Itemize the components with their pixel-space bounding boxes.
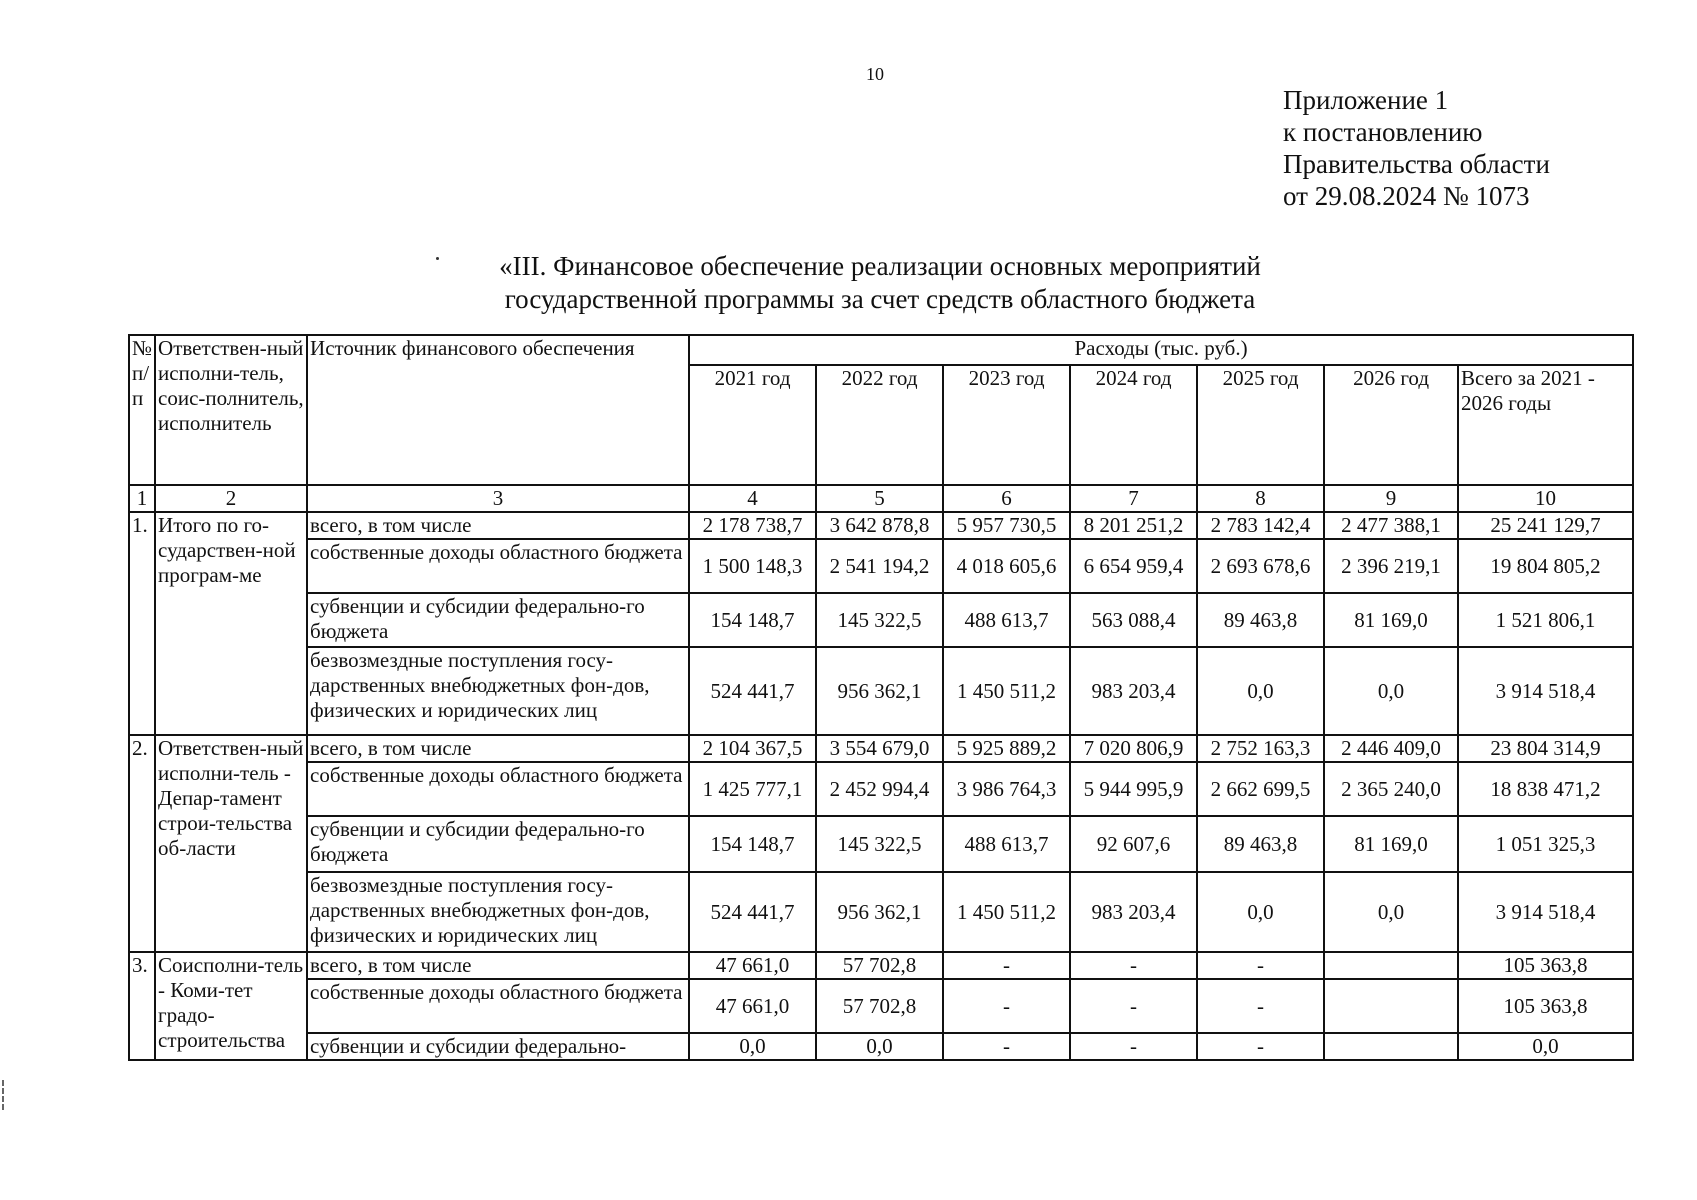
year-value-cell: 3 642 878,8 xyxy=(816,512,943,539)
year-value-cell: 57 702,8 xyxy=(816,979,943,1033)
year-value-cell: 2 477 388,1 xyxy=(1324,512,1458,539)
year-value-cell: 1 450 511,2 xyxy=(943,872,1070,952)
year-value-cell xyxy=(1324,1033,1458,1060)
year-value-cell: 488 613,7 xyxy=(943,593,1070,647)
column-number: 7 xyxy=(1070,485,1197,512)
year-value-cell: - xyxy=(1197,979,1324,1033)
year-value-cell: 0,0 xyxy=(1197,872,1324,952)
table-row xyxy=(129,539,1633,593)
year-value-cell: 956 362,1 xyxy=(816,872,943,952)
year-value-cell: 2 752 163,3 xyxy=(1197,735,1324,762)
appendix-note xyxy=(1283,84,1550,212)
year-value-cell: 0,0 xyxy=(816,1033,943,1060)
table-row xyxy=(129,512,1633,539)
year-value-cell: - xyxy=(1070,979,1197,1033)
header-year: 2024 год xyxy=(1070,365,1197,485)
year-value-cell: 1 450 511,2 xyxy=(943,647,1070,735)
year-value-cell: 145 322,5 xyxy=(816,593,943,647)
header-year: 2023 год xyxy=(943,365,1070,485)
year-value-cell: 524 441,7 xyxy=(689,872,816,952)
total-value-cell: 105 363,8 xyxy=(1458,979,1633,1033)
financing-table xyxy=(128,334,1634,1061)
year-value-cell: 1 425 777,1 xyxy=(689,762,816,816)
year-value-cell: 8 201 251,2 xyxy=(1070,512,1197,539)
year-value-cell: 5 957 730,5 xyxy=(943,512,1070,539)
year-value-cell: 563 088,4 xyxy=(1070,593,1197,647)
column-number: 2 xyxy=(155,485,307,512)
source-cell: всего, в том числе xyxy=(307,735,689,762)
row-number: 2. xyxy=(129,735,155,952)
appendix-line: Правительства области xyxy=(1283,149,1550,179)
appendix-line: от 29.08.2024 № 1073 xyxy=(1283,181,1530,211)
year-value-cell: 154 148,7 xyxy=(689,816,816,872)
year-value-cell: 2 783 142,4 xyxy=(1197,512,1324,539)
year-value-cell: 524 441,7 xyxy=(689,647,816,735)
year-value-cell xyxy=(1324,952,1458,979)
year-value-cell: 145 322,5 xyxy=(816,816,943,872)
year-value-cell: 956 362,1 xyxy=(816,647,943,735)
source-cell: собственные доходы областного бюджета xyxy=(307,539,689,593)
header-year: 2026 год xyxy=(1324,365,1458,485)
scan-speck xyxy=(436,257,439,260)
year-value-cell: 2 452 994,4 xyxy=(816,762,943,816)
header-executor: Ответствен-ный исполни-тель, соис-полнитель, исполнитель xyxy=(155,335,307,485)
column-number: 8 xyxy=(1197,485,1324,512)
total-value-cell: 3 914 518,4 xyxy=(1458,647,1633,735)
page-number: 10 xyxy=(866,64,884,84)
year-value-cell xyxy=(1324,979,1458,1033)
year-value-cell: 2 104 367,5 xyxy=(689,735,816,762)
year-value-cell: 5 944 995,9 xyxy=(1070,762,1197,816)
year-value-cell: - xyxy=(1070,952,1197,979)
year-value-cell: 89 463,8 xyxy=(1197,593,1324,647)
year-value-cell: 6 654 959,4 xyxy=(1070,539,1197,593)
appendix-line: к постановлению xyxy=(1283,117,1483,147)
table-row xyxy=(129,816,1633,872)
year-value-cell: 92 607,6 xyxy=(1070,816,1197,872)
year-value-cell: 47 661,0 xyxy=(689,979,816,1033)
header-year: 2022 год xyxy=(816,365,943,485)
year-value-cell: 2 396 219,1 xyxy=(1324,539,1458,593)
source-cell: всего, в том числе xyxy=(307,512,689,539)
table-row xyxy=(129,979,1633,1033)
table-row xyxy=(129,647,1633,735)
table-row xyxy=(129,762,1633,816)
year-value-cell: 81 169,0 xyxy=(1324,593,1458,647)
year-value-cell: 0,0 xyxy=(1324,647,1458,735)
year-value-cell: 57 702,8 xyxy=(816,952,943,979)
year-value-cell: - xyxy=(1197,952,1324,979)
year-value-cell: 2 178 738,7 xyxy=(689,512,816,539)
total-value-cell: 1 051 325,3 xyxy=(1458,816,1633,872)
year-value-cell: 1 500 148,3 xyxy=(689,539,816,593)
row-number: 3. xyxy=(129,952,155,1060)
year-value-cell: 2 541 194,2 xyxy=(816,539,943,593)
column-number: 4 xyxy=(689,485,816,512)
column-number: 9 xyxy=(1324,485,1458,512)
year-value-cell: 4 018 605,6 xyxy=(943,539,1070,593)
total-value-cell: 23 804 314,9 xyxy=(1458,735,1633,762)
source-cell: субвенции и субсидии федерально- xyxy=(307,1033,689,1060)
year-value-cell: 2 446 409,0 xyxy=(1324,735,1458,762)
year-value-cell: 3 554 679,0 xyxy=(816,735,943,762)
year-value-cell: 154 148,7 xyxy=(689,593,816,647)
total-value-cell: 19 804 805,2 xyxy=(1458,539,1633,593)
year-value-cell: 3 986 764,3 xyxy=(943,762,1070,816)
column-number: 6 xyxy=(943,485,1070,512)
year-value-cell: - xyxy=(943,952,1070,979)
year-value-cell: 983 203,4 xyxy=(1070,647,1197,735)
source-cell: безвозмездные поступления госу-дарственных внебюджетных фон-дов, физических и юридических лиц xyxy=(307,872,689,952)
executor-cell: Соисполни-тель - Коми-тет градо-строительства xyxy=(155,952,307,1060)
year-value-cell: 983 203,4 xyxy=(1070,872,1197,952)
header-num: № п/п xyxy=(129,335,155,485)
year-value-cell: - xyxy=(943,979,1070,1033)
table-row xyxy=(129,735,1633,762)
total-value-cell: 0,0 xyxy=(1458,1033,1633,1060)
year-value-cell: 0,0 xyxy=(1324,872,1458,952)
source-cell: собственные доходы областного бюджета xyxy=(307,762,689,816)
title-line: «III. Финансовое обеспечение реализации основных мероприятий xyxy=(499,251,1261,281)
year-value-cell: 47 661,0 xyxy=(689,952,816,979)
source-cell: собственные доходы областного бюджета xyxy=(307,979,689,1033)
column-number: 5 xyxy=(816,485,943,512)
appendix-line: Приложение 1 xyxy=(1283,85,1449,115)
header-total: Всего за 2021 - 2026 годы xyxy=(1458,365,1633,485)
source-cell: субвенции и субсидии федерально-го бюджета xyxy=(307,593,689,647)
source-cell: всего, в том числе xyxy=(307,952,689,979)
year-value-cell: 7 020 806,9 xyxy=(1070,735,1197,762)
year-value-cell: 2 693 678,6 xyxy=(1197,539,1324,593)
year-value-cell: 81 169,0 xyxy=(1324,816,1458,872)
column-numbers-row xyxy=(129,485,1633,512)
year-value-cell: 2 662 699,5 xyxy=(1197,762,1324,816)
year-value-cell: 2 365 240,0 xyxy=(1324,762,1458,816)
year-value-cell: 488 613,7 xyxy=(943,816,1070,872)
table-row xyxy=(129,872,1633,952)
column-number: 1 xyxy=(129,485,155,512)
header-year: 2025 год xyxy=(1197,365,1324,485)
total-value-cell: 3 914 518,4 xyxy=(1458,872,1633,952)
header-year: 2021 год xyxy=(689,365,816,485)
total-value-cell: 25 241 129,7 xyxy=(1458,512,1633,539)
row-number: 1. xyxy=(129,512,155,735)
year-value-cell: - xyxy=(943,1033,1070,1060)
year-value-cell: 89 463,8 xyxy=(1197,816,1324,872)
total-value-cell: 18 838 471,2 xyxy=(1458,762,1633,816)
column-number: 10 xyxy=(1458,485,1633,512)
table-row xyxy=(129,1033,1633,1060)
executor-cell: Ответствен-ный исполни-тель - Депар-тамент строи-тельства об-ласти xyxy=(155,735,307,952)
year-value-cell: 0,0 xyxy=(689,1033,816,1060)
table-row xyxy=(129,952,1633,979)
title-line: государственной программы за счет средств областного бюджета xyxy=(504,284,1256,314)
year-value-cell: 5 925 889,2 xyxy=(943,735,1070,762)
executor-cell: Итого по го-сударствен-ной програм-ме xyxy=(155,512,307,735)
total-value-cell: 105 363,8 xyxy=(1458,952,1633,979)
column-number: 3 xyxy=(307,485,689,512)
header-expenses: Расходы (тыс. руб.) xyxy=(689,335,1633,365)
year-value-cell: 0,0 xyxy=(1197,647,1324,735)
scan-edge-marks xyxy=(2,1080,8,1110)
header-source: Источник финансового обеспечения xyxy=(307,335,689,485)
year-value-cell: - xyxy=(1197,1033,1324,1060)
source-cell: безвозмездные поступления госу-дарственных внебюджетных фон-дов, физических и юридических лиц xyxy=(307,647,689,735)
section-title xyxy=(470,250,1290,316)
year-value-cell: - xyxy=(1070,1033,1197,1060)
total-value-cell: 1 521 806,1 xyxy=(1458,593,1633,647)
table-row xyxy=(129,593,1633,647)
source-cell: субвенции и субсидии федерально-го бюджета xyxy=(307,816,689,872)
